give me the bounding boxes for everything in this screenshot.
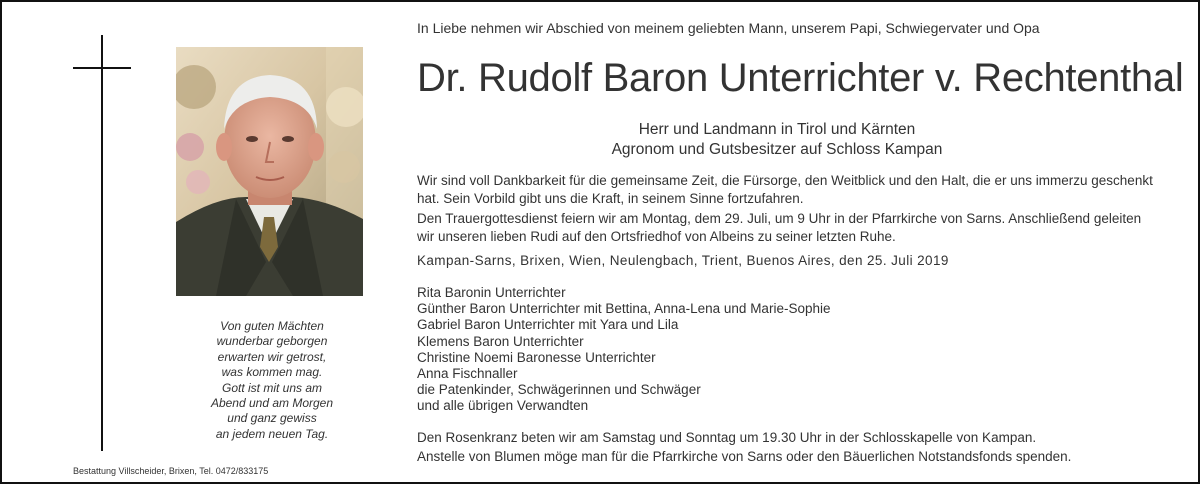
cross-icon-horizontal — [73, 67, 131, 69]
places-and-date: Kampan-Sarns, Brixen, Wien, Neulengbach, Trient, Buenos Aires, den 25. Juli 2019 — [417, 253, 949, 268]
title-line: Herr und Landmann in Tirol und Kärnten — [638, 121, 916, 138]
paragraph-line: Den Trauergottesdienst feiern wir am Montag, dem 29. Juli, um 9 Uhr in der Pfarrkirche von Sarns. Anschließend geleiten — [417, 211, 1142, 226]
rosary-note: Den Rosenkranz beten wir am Samstag und Sonntag um 19.30 Uhr in der Schlosskapelle von Kampan. — [417, 430, 1037, 445]
mourner: Christine Noemi Baronesse Unterrichter — [417, 349, 656, 365]
title-line: Agronom und Gutsbesitzer auf Schloss Kampan — [611, 141, 943, 158]
mourner: Günther Baron Unterrichter mit Bettina, Anna-Lena und Marie-Sophie — [417, 301, 831, 317]
mourner: und alle übrigen Verwandten — [417, 398, 589, 414]
paragraph-line: hat. Sein Vorbild gibt uns die Kraft, in seinem Sinne fortzufahren. — [417, 191, 804, 207]
gratitude-paragraph — [417, 172, 1152, 208]
paragraph-line: Wir sind voll Dankbarkeit für die gemeinsame Zeit, die Fürsorge, den Weitblick und den Halt, die er uns immerzu geschenkt — [417, 173, 1153, 188]
cross-icon-vertical — [101, 35, 103, 451]
poem-line: Gott ist mit uns am — [221, 380, 323, 395]
poem-line: wunderbar geborgen — [216, 334, 328, 349]
funeral-home-imprint: Bestattung Villscheider, Brixen, Tel. 0472/833175 — [73, 466, 269, 476]
titles — [417, 120, 1137, 160]
donation-note: Anstelle von Blumen möge man für die Pfarrkirche von Sarns oder den Bäuerlichen Notstandsfonds spenden. — [417, 449, 1072, 464]
mourner: Gabriel Baron Unterrichter mit Yara und Lila — [417, 317, 679, 333]
closing-notes — [417, 428, 1071, 466]
service-paragraph — [417, 210, 1152, 246]
poem-line: was kommen mag. — [221, 365, 323, 380]
portrait-photo — [176, 47, 363, 296]
mourner: Klemens Baron Unterrichter — [417, 333, 584, 349]
poem — [182, 319, 362, 442]
poem-line: Von guten Mächten — [220, 319, 324, 333]
poem-line: Abend und am Morgen — [210, 396, 334, 411]
poem-line: und ganz gewiss — [227, 411, 317, 426]
deceased-name: Dr. Rudolf Baron Unterrichter v. Rechtenthal — [417, 56, 1184, 100]
mourners-list — [417, 285, 830, 415]
mourner: die Patenkinder, Schwägerinnen und Schwäger — [417, 382, 701, 398]
mourner: Rita Baronin Unterrichter — [417, 285, 566, 300]
poem-line: erwarten wir getrost, — [217, 349, 327, 364]
paragraph-line: wir unseren lieben Rudi auf den Ortsfriedhof von Albeins zu seiner letzten Ruhe. — [417, 229, 896, 245]
mourner: Anna Fischnaller — [417, 366, 518, 382]
poem-line: an jedem neuen Tag. — [215, 426, 329, 441]
intro-line: In Liebe nehmen wir Abschied von meinem geliebten Mann, unserem Papi, Schwiegervater und Opa — [417, 20, 1040, 36]
